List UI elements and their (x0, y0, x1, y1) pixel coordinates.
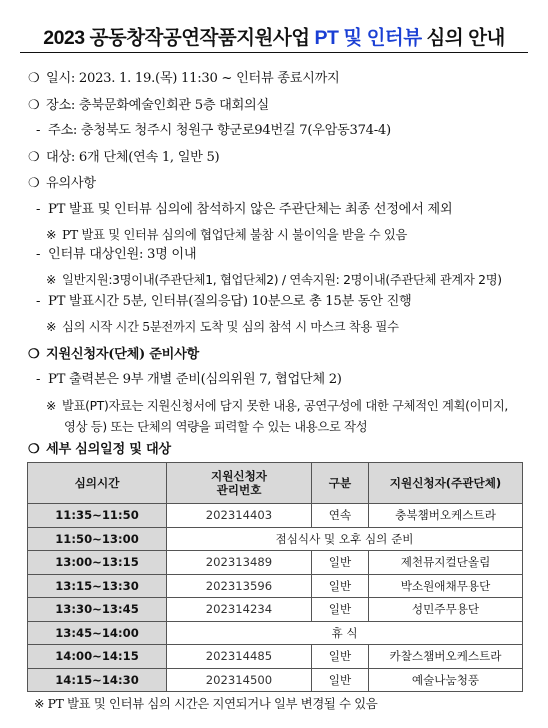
notice-line (46, 318, 399, 336)
note-mark-icon: ※ (46, 273, 57, 287)
cell-time: 11:50~13:00 (28, 527, 167, 551)
dash-bullet-icon: - (36, 123, 41, 138)
cell-time: 13:00~13:15 (28, 551, 167, 575)
cell-num: 202314485 (167, 645, 312, 669)
circle-bullet-icon: ❍ (28, 71, 40, 86)
dash-bullet-icon: - (36, 372, 41, 387)
notice-line-text: PT 발표 및 인터뷰 심의에 협업단체 불참 시 불이익을 받을 수 있음 (62, 228, 408, 242)
note-mark-icon: ※ (46, 228, 57, 242)
notice-line-text: PT 발표 및 인터뷰 심의에 참석하지 않은 주관단체는 최종 선정에서 제외 (48, 202, 453, 217)
cell-type: 일반 (312, 574, 369, 598)
schedule-table (27, 462, 523, 692)
notice-line (46, 271, 502, 289)
cell-type: 연속 (312, 504, 369, 528)
cell-type: 일반 (312, 598, 369, 622)
note-mark-icon: ※ (46, 320, 57, 334)
circle-bullet-icon: ❍ (28, 442, 40, 457)
notice-line-text: 발표(PT)자료는 지원신청서에 담지 못한 내용, 공연구성에 대한 구체적인 계획(이미지, (62, 399, 509, 413)
notice-line (36, 371, 342, 389)
notice-line (28, 175, 96, 193)
cell-num: 202314234 (167, 598, 312, 622)
notice-line-text: 주소: 충청북도 청주시 청원구 향군로94번길 7(우암동374-4) (48, 123, 391, 138)
dash-bullet-icon: - (36, 247, 41, 262)
table-row (28, 504, 523, 528)
cell-time: 13:45~14:00 (28, 621, 167, 645)
cell-time: 13:15~13:30 (28, 574, 167, 598)
cell-org: 제천뮤지컬단올림 (369, 551, 523, 575)
cell-org: 카찰스챔버오케스트라 (369, 645, 523, 669)
cell-org: 예술나눔청풍 (369, 668, 523, 692)
cell-type: 일반 (312, 551, 369, 575)
notice-line-text: PT 발표시간 5분, 인터뷰(질의응답) 10분으로 총 15분 동안 진행 (48, 294, 412, 309)
table-row (28, 551, 523, 575)
dash-bullet-icon: - (36, 202, 41, 217)
cell-time: 13:30~13:45 (28, 598, 167, 622)
title-part1: 2023 공동창작공연작품지원사업 (43, 27, 315, 49)
footnote: ※ PT 발표 및 인터뷰 심의 시간은 지연되거나 일부 변경될 수 있음 (34, 697, 378, 711)
header-time: 심의시간 (28, 463, 167, 504)
cell-time: 11:35~11:50 (28, 504, 167, 528)
page-title (0, 22, 548, 50)
title-highlight: PT 및 인터뷰 (314, 27, 422, 49)
notice-line (46, 397, 508, 415)
cell-num: 202313489 (167, 551, 312, 575)
notice-line (36, 246, 196, 264)
header-num-line: 지원신청자 (211, 469, 267, 483)
notice-line (64, 418, 367, 436)
table-row (28, 574, 523, 598)
notice-line-text: 인터뷰 대상인원: 3명 이내 (48, 247, 197, 262)
cell-time: 14:15~14:30 (28, 668, 167, 692)
title-underline (20, 52, 528, 53)
cell-num: 202314500 (167, 668, 312, 692)
notice-line (36, 201, 452, 219)
notice-line (28, 97, 269, 115)
notice-line (36, 122, 391, 140)
dash-bullet-icon: - (36, 294, 41, 309)
circle-bullet-icon: ❍ (28, 98, 40, 113)
notice-line (28, 70, 339, 88)
cell-type: 일반 (312, 668, 369, 692)
cell-time: 14:00~14:15 (28, 645, 167, 669)
notice-line-text: 일시: 2023. 1. 19.(목) 11:30 ~ 인터뷰 종료시까지 (46, 71, 340, 86)
note-mark-icon: ※ (46, 399, 57, 413)
header-num-line: 관리번호 (216, 483, 262, 497)
cell-num: 202313596 (167, 574, 312, 598)
notice-line-text: 대상: 6개 단체(연속 1, 일반 5) (46, 150, 220, 165)
cell-org: 충북챔버오케스트라 (369, 504, 523, 528)
notice-line (28, 149, 219, 167)
table-header-row (28, 463, 523, 504)
cell-type: 일반 (312, 645, 369, 669)
table-row (28, 668, 523, 692)
notice-line-text: 심의 시작 시간 5분전까지 도착 및 심의 참석 시 마스크 착용 필수 (62, 320, 399, 334)
notice-line-text: 장소: 충북문화예술인회관 5층 대회의실 (46, 98, 269, 113)
cell-org: 성민주무용단 (369, 598, 523, 622)
notice-line (46, 226, 407, 244)
cell-merged: 점심식사 및 오후 심의 준비 (167, 527, 523, 551)
header-org: 지원신청자(주관단체) (369, 463, 523, 504)
table-row (28, 621, 523, 645)
cell-org: 박소원애채무용단 (369, 574, 523, 598)
notice-line (36, 293, 411, 311)
notice-line (28, 441, 171, 459)
table-row (28, 527, 523, 551)
notice-line-text: 세부 심의일정 및 대상 (46, 442, 171, 457)
header-num (167, 463, 312, 504)
notice-line-text: PT 출력본은 9부 개별 준비(심의위원 7, 협업단체 2) (48, 372, 342, 387)
cell-merged: 휴 식 (167, 621, 523, 645)
cell-num: 202314403 (167, 504, 312, 528)
circle-bullet-icon: ❍ (28, 150, 40, 165)
title-part3: 심의 안내 (421, 27, 505, 49)
notice-line (28, 346, 199, 364)
notice-line-text: 일반지원:3명이내(주관단체1, 협업단체2) / 연속지원: 2명이내(주관단체 관계자 2명) (62, 273, 502, 287)
notice-line-text: 영상 등) 또는 단체의 역량을 피력할 수 있는 내용으로 작성 (64, 420, 368, 434)
circle-bullet-icon: ❍ (28, 347, 40, 362)
circle-bullet-icon: ❍ (28, 176, 40, 191)
notice-line-text: 지원신청자(단체) 준비사항 (46, 347, 199, 362)
table-row (28, 598, 523, 622)
header-type: 구분 (312, 463, 369, 504)
notice-line-text: 유의사항 (46, 176, 96, 191)
table-row (28, 645, 523, 669)
